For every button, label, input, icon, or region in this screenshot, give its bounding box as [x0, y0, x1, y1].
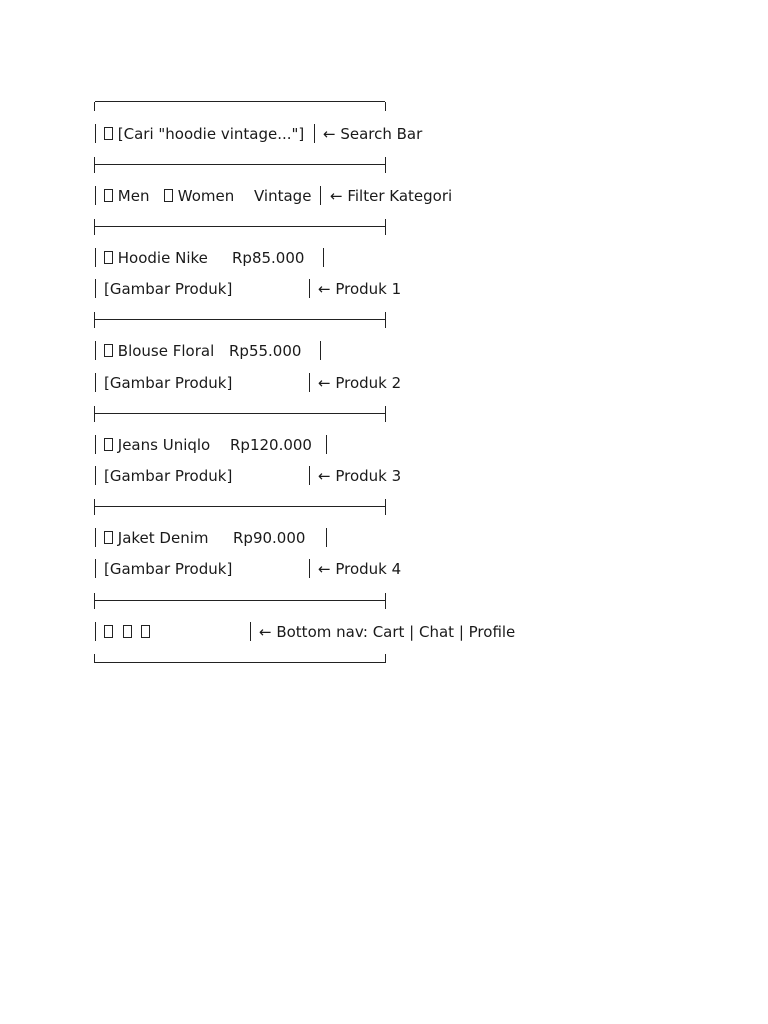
product-name: Jaket Denim	[117, 529, 209, 547]
bottom-nav-icons	[104, 623, 150, 641]
product-right-bar	[309, 559, 310, 578]
search-right-bar	[314, 124, 315, 143]
frame-left-bar	[95, 341, 96, 360]
filter-vintage[interactable]: Vintage	[254, 187, 312, 205]
divider	[95, 413, 385, 414]
divider	[95, 600, 385, 601]
product-right-bar	[309, 466, 310, 485]
product-1-title[interactable]	[104, 249, 208, 267]
product-price: Rp85.000	[232, 249, 305, 267]
product-icon	[104, 344, 113, 357]
search-input[interactable]: [Cari "hoodie vintage..."]	[117, 125, 305, 143]
product-2-title[interactable]	[104, 342, 214, 360]
product-name: Blouse Floral	[117, 342, 215, 360]
frame-left-bar	[95, 435, 96, 454]
profile-icon[interactable]	[141, 625, 150, 638]
product-right-bar	[323, 248, 324, 267]
product-note: ← Produk 3	[318, 467, 402, 485]
product-icon	[104, 438, 113, 451]
product-price: Rp120.000	[230, 436, 312, 454]
frame-left-bar	[95, 124, 96, 143]
frame-left-bar	[95, 559, 96, 578]
product-name: Jeans Uniqlo	[117, 436, 211, 454]
divider	[95, 164, 385, 165]
filter-men[interactable]: Men	[104, 187, 149, 205]
product-icon	[104, 251, 113, 264]
product-note: ← Produk 2	[318, 374, 402, 392]
frame-top-border	[95, 101, 385, 102]
chat-icon[interactable]	[123, 625, 132, 638]
product-3-title[interactable]	[104, 436, 210, 454]
frame-left-bar	[95, 622, 96, 641]
product-right-bar	[309, 279, 310, 298]
product-image-placeholder[interactable]: [Gambar Produk]	[104, 560, 233, 578]
product-name: Hoodie Nike	[117, 249, 208, 267]
product-right-bar	[309, 373, 310, 392]
product-image-placeholder[interactable]: [Gambar Produk]	[104, 467, 233, 485]
search-icon	[104, 127, 113, 140]
product-image-placeholder[interactable]: [Gambar Produk]	[104, 280, 233, 298]
product-right-bar	[326, 528, 327, 547]
divider	[95, 226, 385, 227]
product-price: Rp55.000	[229, 342, 302, 360]
product-right-bar	[326, 435, 327, 454]
frame-left-bar	[95, 466, 96, 485]
product-right-bar	[320, 341, 321, 360]
frame-left-bar	[95, 248, 96, 267]
product-note: ← Produk 1	[318, 280, 402, 298]
cart-icon[interactable]	[104, 625, 113, 638]
frame-left-bar	[95, 279, 96, 298]
search-row[interactable]	[104, 125, 304, 143]
frame-left-bar	[95, 528, 96, 547]
product-icon	[104, 531, 113, 544]
divider	[95, 506, 385, 507]
filter-right-bar	[320, 186, 321, 205]
filter-women[interactable]: Women	[164, 187, 234, 205]
women-icon	[164, 189, 173, 202]
product-note: ← Produk 4	[318, 560, 402, 578]
frame-bottom-border	[95, 662, 385, 663]
product-image-placeholder[interactable]: [Gambar Produk]	[104, 374, 233, 392]
bottom-nav-right-bar	[250, 622, 251, 641]
frame-left-bar	[95, 186, 96, 205]
divider	[95, 319, 385, 320]
frame-left-bar	[95, 373, 96, 392]
product-4-title[interactable]	[104, 529, 209, 547]
filter-note: ← Filter Kategori	[330, 187, 453, 205]
search-note: ← Search Bar	[323, 125, 423, 143]
product-price: Rp90.000	[233, 529, 306, 547]
men-icon	[104, 189, 113, 202]
bottom-nav-note: ← Bottom nav: Cart | Chat | Profile	[259, 623, 516, 641]
